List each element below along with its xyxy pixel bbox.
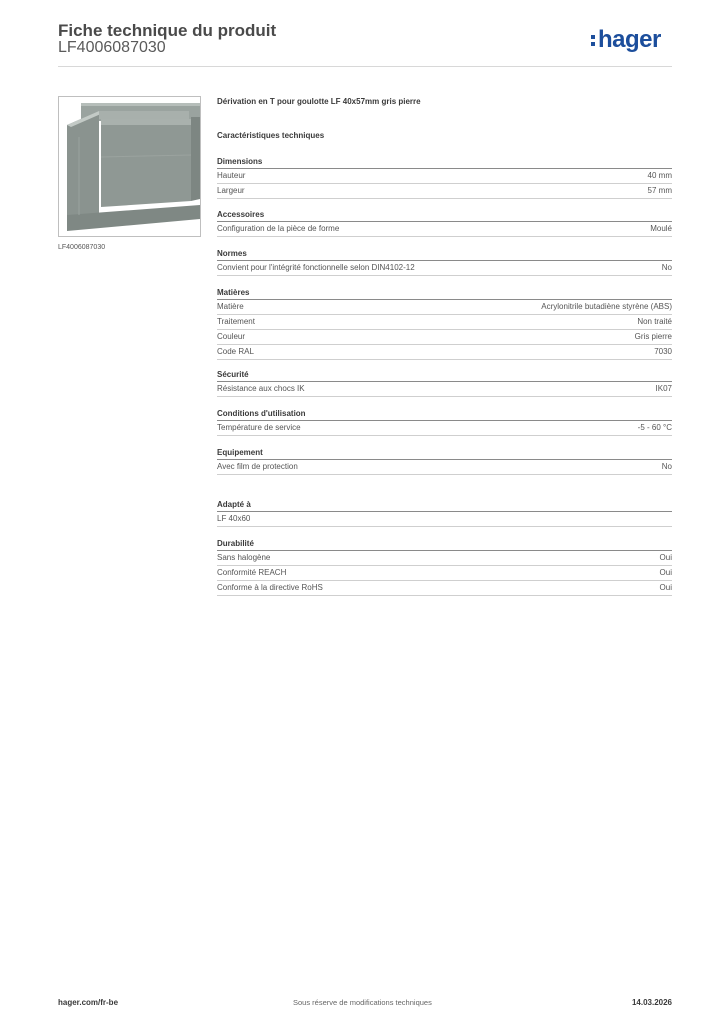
product-reference: LF4006087030 — [58, 39, 166, 56]
spec-value: Gris pierre — [634, 332, 672, 341]
spec-row — [217, 345, 672, 360]
spec-row — [217, 421, 672, 436]
header-divider — [58, 66, 672, 67]
spec-label: Configuration de la pièce de forme — [217, 224, 340, 233]
product-t-branch-icon — [59, 97, 200, 236]
spec-row — [217, 300, 672, 315]
section-title: Dimensions — [217, 156, 672, 169]
section-title: Durabilité — [217, 538, 672, 551]
spec-row — [217, 315, 672, 330]
spec-value: Oui — [659, 553, 672, 562]
spec-row — [217, 382, 672, 397]
spec-row — [217, 566, 672, 581]
spec-section — [217, 156, 672, 199]
logo-text: hager — [598, 26, 661, 53]
spec-heading: Caractéristiques techniques — [217, 131, 325, 140]
spec-label: Avec film de protection — [217, 462, 298, 471]
spec-row — [217, 551, 672, 566]
spec-value: No — [661, 263, 672, 272]
page-title: Fiche technique du produit — [58, 21, 277, 40]
section-title: Normes — [217, 248, 672, 261]
spec-label: Largeur — [217, 186, 245, 195]
footer-notice: Sous réserve de modifications techniques — [293, 998, 432, 1007]
spec-value: 57 mm — [647, 186, 672, 195]
footer-website: hager.com/fr-be — [58, 998, 119, 1007]
photo-caption: LF4006087030 — [58, 244, 106, 251]
spec-label: Température de service — [217, 423, 301, 432]
spec-section — [217, 499, 672, 527]
spec-value: 40 mm — [647, 171, 672, 180]
spec-value: Acrylonitrile butadiène styrène (ABS) — [541, 302, 672, 311]
spec-row — [217, 460, 672, 475]
spec-value: 7030 — [654, 347, 672, 356]
footer-date: 14.03.2026 — [631, 998, 672, 1007]
spec-value: Non traité — [637, 317, 672, 326]
spec-value: IK07 — [655, 384, 672, 393]
spec-row — [217, 581, 672, 596]
spec-row — [217, 261, 672, 276]
spec-section — [217, 369, 672, 397]
spec-label: Hauteur — [217, 171, 246, 180]
spec-value: Moulé — [650, 224, 672, 233]
spec-value: Oui — [659, 568, 672, 577]
section-title: Conditions d'utilisation — [217, 408, 672, 421]
logo-dots-icon — [591, 31, 596, 49]
spec-label: Convient pour l'intégrité fonctionnelle selon DIN4102-12 — [217, 263, 415, 272]
spec-section — [217, 248, 672, 276]
spec-section — [217, 408, 672, 436]
spec-label: Résistance aux chocs IK — [217, 384, 305, 393]
spec-section — [217, 447, 672, 475]
spec-label: Traitement — [217, 317, 255, 326]
spec-label: Conformité REACH — [217, 568, 287, 577]
spec-row — [217, 222, 672, 237]
product-name: Dérivation en T pour goulotte LF 40x57mm gris pierre — [217, 97, 421, 106]
spec-row — [217, 330, 672, 345]
spec-value: No — [661, 462, 672, 471]
spec-value: Oui — [659, 583, 672, 592]
spec-label: Sans halogène — [217, 553, 271, 562]
spec-row — [217, 169, 672, 184]
spec-row — [217, 184, 672, 199]
spec-label: Couleur — [217, 332, 246, 341]
spec-value: -5 - 60 °C — [637, 423, 672, 432]
spec-section — [217, 538, 672, 596]
hager-logo — [591, 26, 661, 54]
spec-label: Code RAL — [217, 347, 254, 356]
section-title: Matières — [217, 287, 672, 300]
spec-label: LF 40x60 — [217, 514, 251, 523]
section-title: Adapté à — [217, 499, 672, 512]
section-title: Equipement — [217, 447, 672, 460]
spec-section — [217, 209, 672, 237]
spec-section — [217, 287, 672, 360]
section-title: Sécurité — [217, 369, 672, 382]
spec-label: Conforme à la directive RoHS — [217, 583, 323, 592]
section-title: Accessoires — [217, 209, 672, 222]
spec-label: Matière — [217, 302, 244, 311]
product-photo — [58, 96, 201, 237]
spec-row — [217, 512, 672, 527]
